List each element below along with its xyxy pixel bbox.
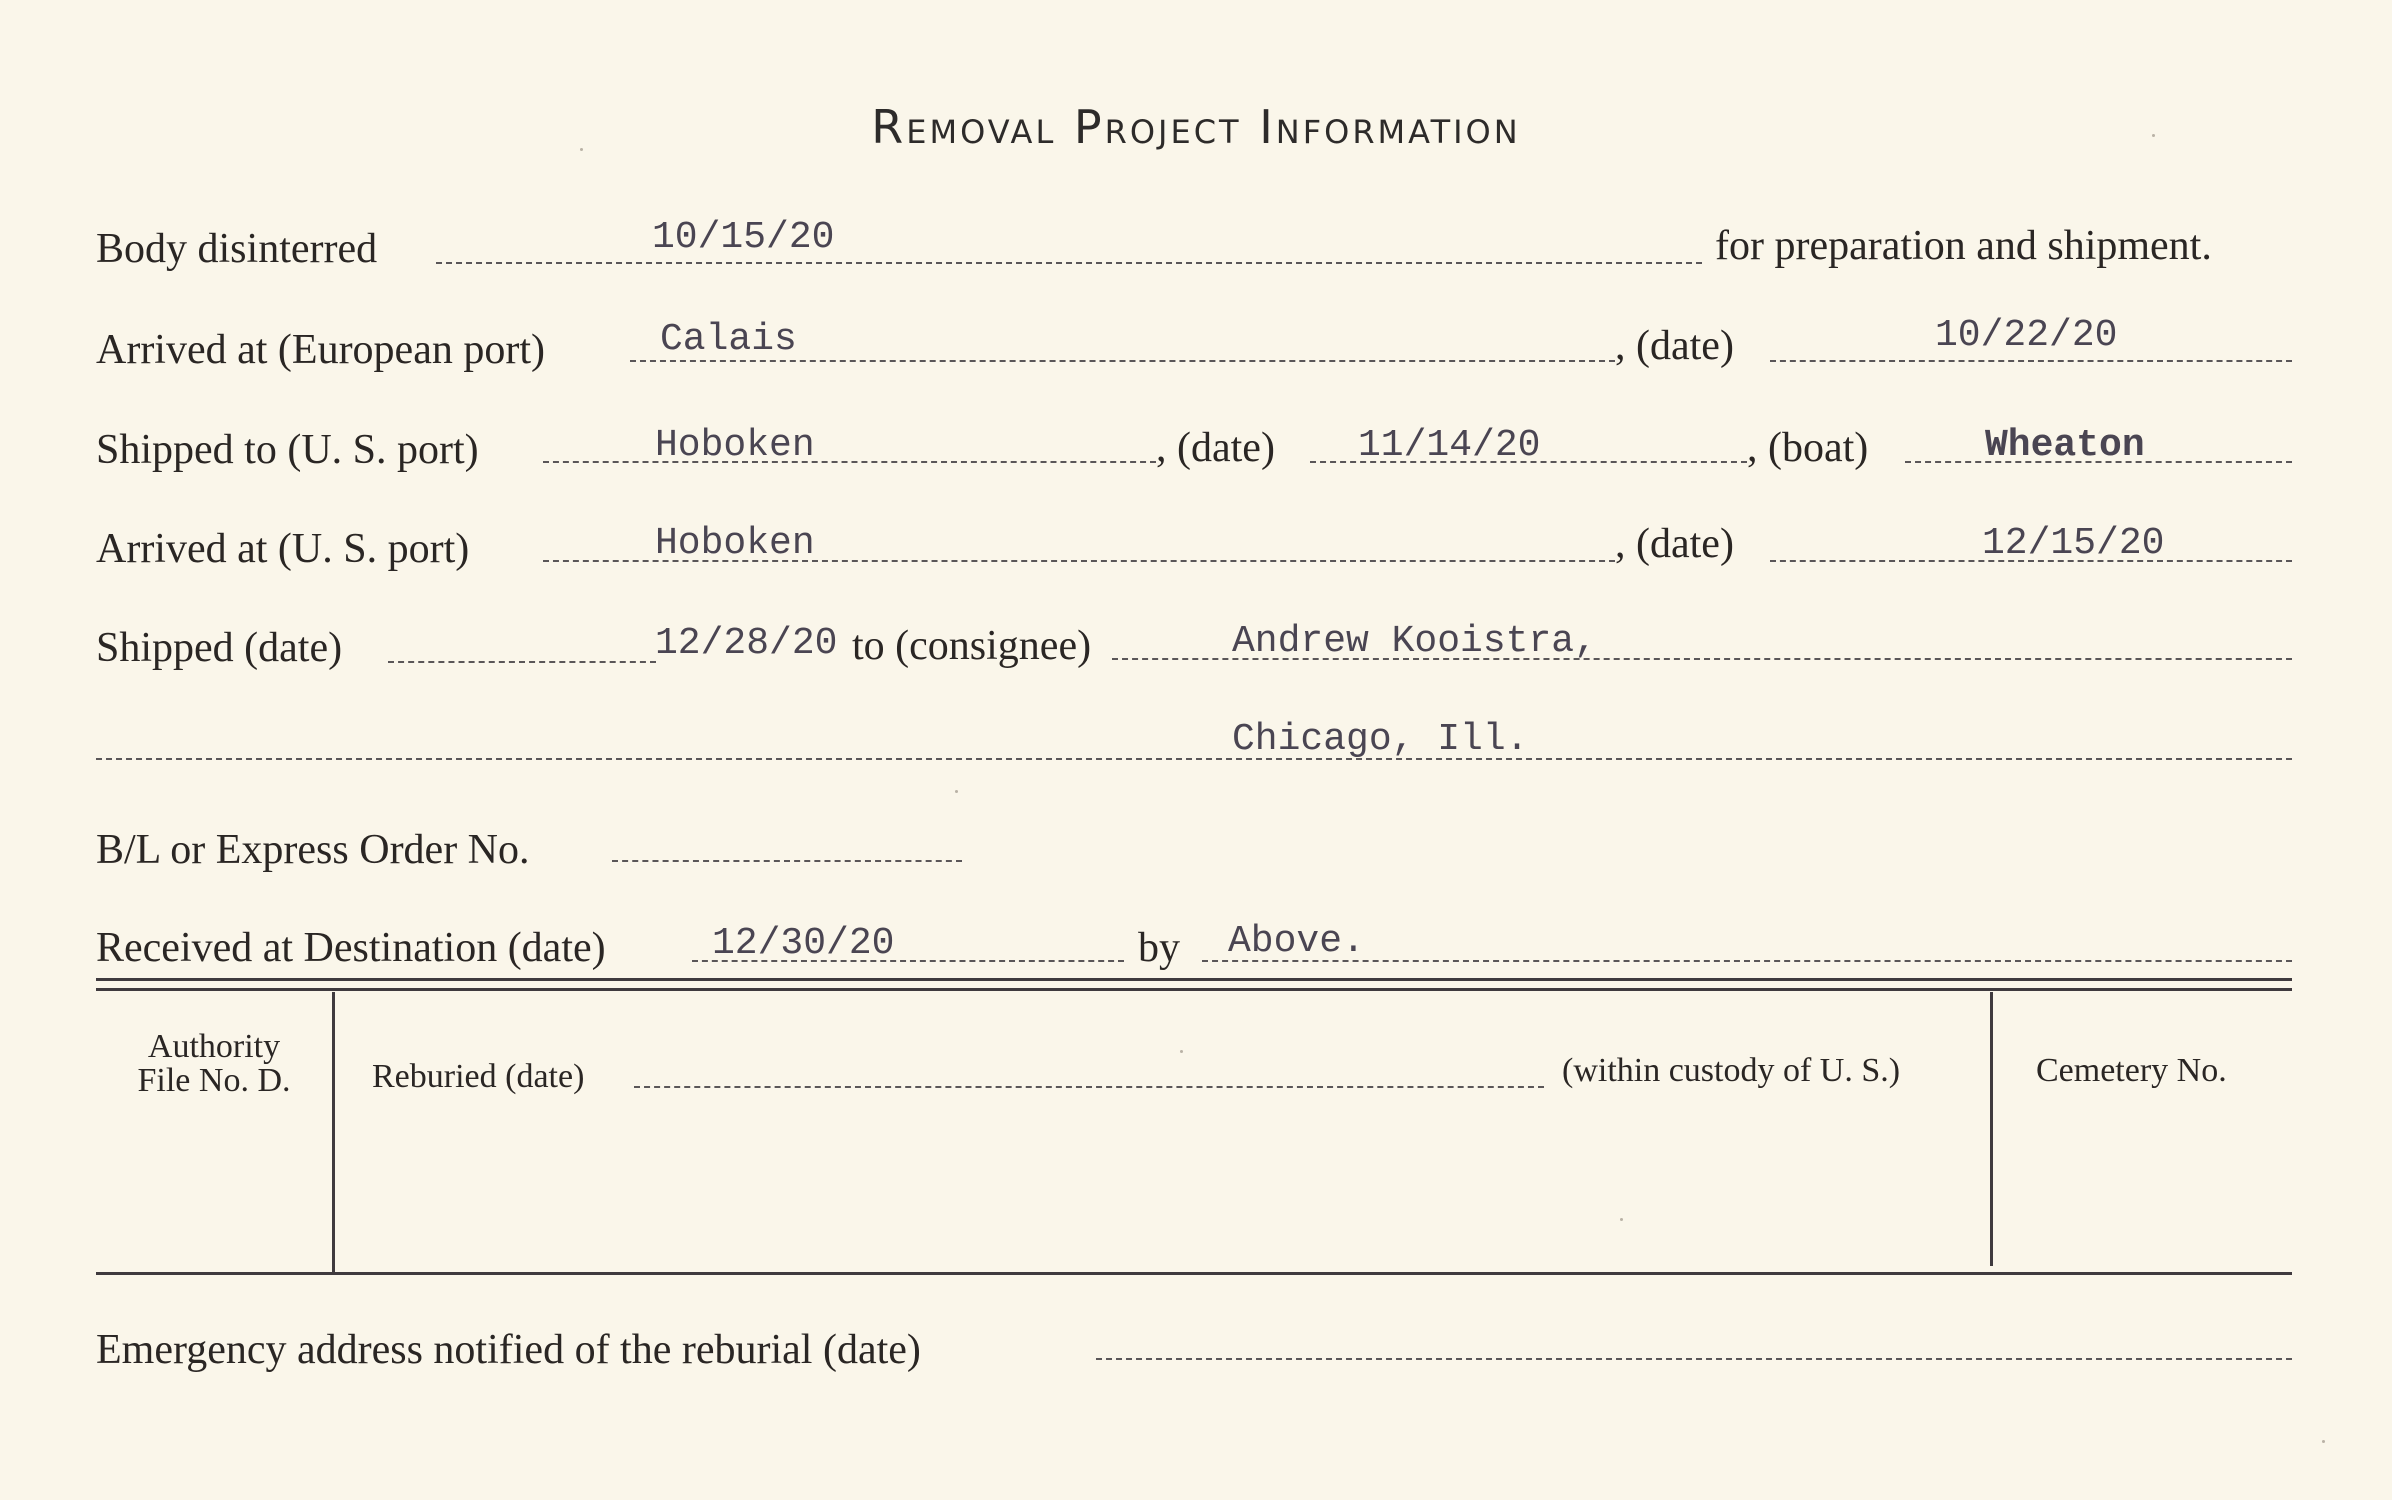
reburied-date-line bbox=[634, 1086, 1544, 1088]
box-divider-left bbox=[332, 992, 335, 1272]
paper-fleck bbox=[2152, 134, 2155, 137]
shipped-to-boat-value: Wheaton bbox=[1985, 424, 2145, 467]
shipped-to-date-value: 11/14/20 bbox=[1358, 424, 1541, 467]
emergency-date-line bbox=[1096, 1358, 2292, 1360]
box-bottom-rule bbox=[96, 1272, 2292, 1275]
emergency-label: Emergency address notified of the reburial (date) bbox=[96, 1327, 921, 1373]
custody-label: (within custody of U. S.) bbox=[1562, 1052, 1901, 1089]
disinterred-field-line bbox=[436, 262, 1702, 264]
reburied-label: Reburied (date) bbox=[372, 1058, 585, 1095]
arrived-us-label: Arrived at (U. S. port) bbox=[96, 526, 470, 572]
arrived-us-date-label: , (date) bbox=[1615, 521, 1734, 567]
shipped-to-boat-label: , (boat) bbox=[1747, 425, 1869, 471]
arrived-european-date-line bbox=[1770, 360, 2292, 362]
consignee-label: to (consignee) bbox=[852, 623, 1092, 669]
authority-label-line1: Authority bbox=[147, 1028, 281, 1065]
authority-label-line2: File No. D. bbox=[137, 1062, 291, 1099]
bl-field-line bbox=[612, 860, 962, 862]
disinterred-label: Body disinterred bbox=[96, 226, 378, 272]
consignee-value: Andrew Kooistra, bbox=[1232, 620, 1597, 663]
received-by-value: Above. bbox=[1228, 920, 1365, 963]
received-date-value: 12/30/20 bbox=[712, 922, 895, 965]
shipped-date-line bbox=[388, 661, 656, 663]
consignee-address-line bbox=[96, 758, 2292, 760]
paper-fleck bbox=[1620, 1218, 1623, 1221]
card-title: Removal Project Information bbox=[871, 100, 1521, 154]
arrived-european-date-value: 10/22/20 bbox=[1935, 314, 2118, 357]
disinterred-suffix: for preparation and shipment. bbox=[1715, 223, 2212, 269]
paper-fleck bbox=[2322, 1440, 2325, 1443]
box-top-rule-1 bbox=[96, 978, 2292, 981]
disinterred-value: 10/15/20 bbox=[652, 216, 835, 259]
arrived-european-date-label: , (date) bbox=[1615, 323, 1734, 369]
consignee-address-value: Chicago, Ill. bbox=[1232, 718, 1529, 761]
shipped-to-field-line bbox=[543, 461, 1156, 463]
paper-fleck bbox=[955, 790, 958, 793]
box-top-rule-2 bbox=[96, 988, 2292, 991]
arrived-european-port-value: Calais bbox=[660, 318, 797, 361]
box-divider-right bbox=[1990, 992, 1993, 1266]
cemetery-label: Cemetery No. bbox=[2036, 1052, 2227, 1089]
received-by-line bbox=[1202, 960, 2292, 962]
paper-fleck bbox=[1180, 1050, 1183, 1053]
arrived-european-label: Arrived at (European port) bbox=[96, 327, 545, 373]
shipped-to-port-value: Hoboken bbox=[655, 424, 815, 467]
shipped-to-date-label: , (date) bbox=[1156, 425, 1275, 471]
received-label: Received at Destination (date) bbox=[96, 925, 606, 971]
arrived-us-port-value: Hoboken bbox=[655, 522, 815, 565]
arrived-us-date-value: 12/15/20 bbox=[1982, 522, 2165, 565]
paper-fleck bbox=[580, 148, 583, 151]
bl-label: B/L or Express Order No. bbox=[96, 827, 530, 873]
received-by-label: by bbox=[1138, 925, 1180, 971]
shipped-to-label: Shipped to (U. S. port) bbox=[96, 427, 479, 473]
shipped-date-value: 12/28/20 bbox=[655, 622, 838, 665]
shipped-label: Shipped (date) bbox=[96, 625, 343, 671]
